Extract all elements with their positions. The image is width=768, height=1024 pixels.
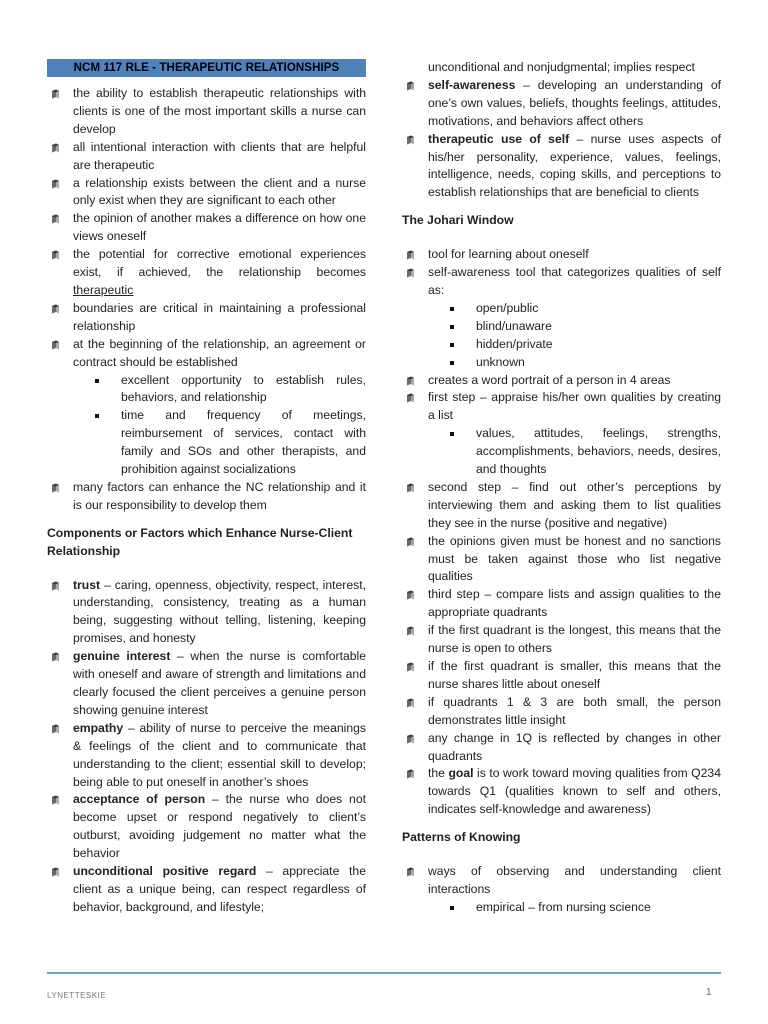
list-item: third step – compare lists and assign qualities to the appropriate quadrants [402, 586, 721, 622]
list-item: any change in 1Q is reflected by changes in other quadrants [402, 730, 721, 766]
book-bullet-icon [406, 867, 415, 876]
list-item: acceptance of person – the nurse who does not become upset or respond negatively to client’s outburst, avoiding judgement no matter what the behavior [47, 791, 366, 863]
list-item: self-awareness tool that categorizes qualities of self as: open/public blind/unaware hidden/private unknown [402, 264, 721, 371]
intro-list [47, 85, 366, 515]
book-bullet-icon [51, 483, 60, 492]
book-bullet-icon [406, 135, 415, 144]
book-bullet-icon [406, 626, 415, 635]
book-bullet-icon [51, 250, 60, 259]
book-bullet-icon [406, 698, 415, 707]
list-item: creates a word portrait of a person in 4 areas [402, 372, 721, 390]
book-bullet-icon [406, 734, 415, 743]
book-bullet-icon [51, 89, 60, 98]
book-bullet-icon [51, 214, 60, 223]
list-item: boundaries are critical in maintaining a professional relationship [47, 300, 366, 336]
list-item: ways of observing and understanding client interactions empirical – from nursing science [402, 863, 721, 917]
components-list-continued [402, 77, 721, 202]
page-title: NCM 117 RLE - THERAPEUTIC RELATIONSHIPS [47, 59, 366, 77]
sub-list-item: unknown [448, 354, 721, 372]
book-bullet-icon [406, 376, 415, 385]
sub-list-item: empirical – from nursing science [448, 899, 721, 917]
list-item: unconditional positive regard – appreciate the client as a unique being, can respect regardless of behavior, background, and lifestyle; [47, 863, 366, 917]
left-column [47, 59, 366, 917]
book-bullet-icon [51, 304, 60, 313]
patterns-list [402, 863, 721, 917]
page-number: 1 [706, 987, 712, 998]
sub-list-item: time and frequency of meetings, reimbursement of services, contact with family and SOs and other therapists, and prohibition against socializations [93, 407, 366, 479]
list-item: the potential for corrective emotional experiences exist, if achieved, the relationship becomes therapeutic [47, 246, 366, 300]
list-item: if the first quadrant is the longest, this means that the nurse is open to others [402, 622, 721, 658]
list-item: many factors can enhance the NC relationship and it is our responsibility to develop them [47, 479, 366, 515]
list-item: second step – find out other’s perceptions by interviewing them and asking them to list qualities they see in the nurse (positive and negative) [402, 479, 721, 533]
components-list [47, 577, 366, 917]
list-item: the ability to establish therapeutic relationships with clients is one of the most important skills a nurse can develop [47, 85, 366, 139]
list-item: a relationship exists between the client and a nurse only exist when they are significant to each other [47, 175, 366, 211]
list-item: at the beginning of the relationship, an agreement or contract should be established excellent opportunity to establish rules, behaviors, and relationship time and frequency of meetings, reimbursement of services, contact with family and SOs and other therapists, and prohibition against socializations [47, 336, 366, 479]
sub-list-item: hidden/private [448, 336, 721, 354]
sub-list [73, 372, 366, 479]
book-bullet-icon [406, 268, 415, 277]
footer-author: LYNETTESKIE [47, 991, 107, 1000]
section-heading-components: Components or Factors which Enhance Nurse-Client Relationship [47, 525, 353, 558]
list-item: the opinions given must be honest and no sanctions must be taken against those who list negative qualities [402, 533, 721, 587]
book-bullet-icon [406, 393, 415, 402]
sub-list-item: blind/unaware [448, 318, 721, 336]
section-heading-johari: The Johari Window [402, 213, 514, 228]
book-bullet-icon [51, 340, 60, 349]
book-bullet-icon [51, 179, 60, 188]
book-bullet-icon [51, 795, 60, 804]
book-bullet-icon [406, 662, 415, 671]
book-bullet-icon [406, 81, 415, 90]
book-bullet-icon [51, 652, 60, 661]
sub-list-item: open/public [448, 300, 721, 318]
sub-list-item: values, attitudes, feelings, strengths, accomplishments, behaviors, needs, desires, and thoughts [448, 425, 721, 479]
book-bullet-icon [406, 590, 415, 599]
list-item: trust – caring, openness, objectivity, respect, interest, understanding, consistency, treating as a human being, suggesting without telling, listening, keeping promises, and honesty [47, 577, 366, 649]
johari-list [402, 246, 721, 819]
list-item: if the first quadrant is smaller, this means that the nurse shares little about oneself [402, 658, 721, 694]
list-item: first step – appraise his/her own qualities by creating a list values, attitudes, feelings, strengths, accomplishments, behaviors, needs, desires, and thoughts [402, 389, 721, 479]
list-item: all intentional interaction with clients that are helpful are therapeutic [47, 139, 366, 175]
book-bullet-icon [406, 250, 415, 259]
book-bullet-icon [406, 769, 415, 778]
list-item: genuine interest – when the nurse is comfortable with oneself and aware of strength and limitations and clearly focused the client perceives a genuine person showing genuine interest [47, 648, 366, 720]
list-item: the opinion of another makes a difference on how one views oneself [47, 210, 366, 246]
book-bullet-icon [51, 724, 60, 733]
sub-list [428, 425, 721, 479]
right-column [402, 59, 721, 917]
list-item: tool for learning about oneself [402, 246, 721, 264]
footer-divider [47, 972, 721, 974]
list-item: if quadrants 1 & 3 are both small, the person demonstrates little insight [402, 694, 721, 730]
list-item: self-awareness – developing an understanding of one’s own values, beliefs, thoughts feelings, attitudes, motivations, and behaviors affect others [402, 77, 721, 131]
sub-list-item: excellent opportunity to establish rules, behaviors, and relationship [93, 372, 366, 408]
sub-list [428, 899, 721, 917]
continued-text: unconditional and nonjudgmental; implies respect [428, 60, 695, 74]
book-bullet-icon [51, 143, 60, 152]
section-heading-patterns: Patterns of Knowing [402, 830, 521, 845]
book-bullet-icon [51, 867, 60, 876]
list-item: therapeutic use of self – nurse uses aspects of his/her personality, experience, values, feelings, intelligence, needs, coping skills, and perceptions to establish relationships that are beneficial to clients [402, 131, 721, 203]
underlined-term: therapeutic [73, 282, 134, 297]
book-bullet-icon [406, 537, 415, 546]
sub-list [428, 300, 721, 372]
list-item: empathy – ability of nurse to perceive the meanings & feelings of the client and to communicate that understanding to the client; essential skill to develop; being able to put oneself in another’s shoes [47, 720, 366, 792]
book-bullet-icon [51, 581, 60, 590]
book-bullet-icon [406, 483, 415, 492]
list-item: the goal is to work toward moving qualities from Q234 towards Q1 (qualities known to self and others, indicates self-knowledge and awareness) [402, 765, 721, 819]
